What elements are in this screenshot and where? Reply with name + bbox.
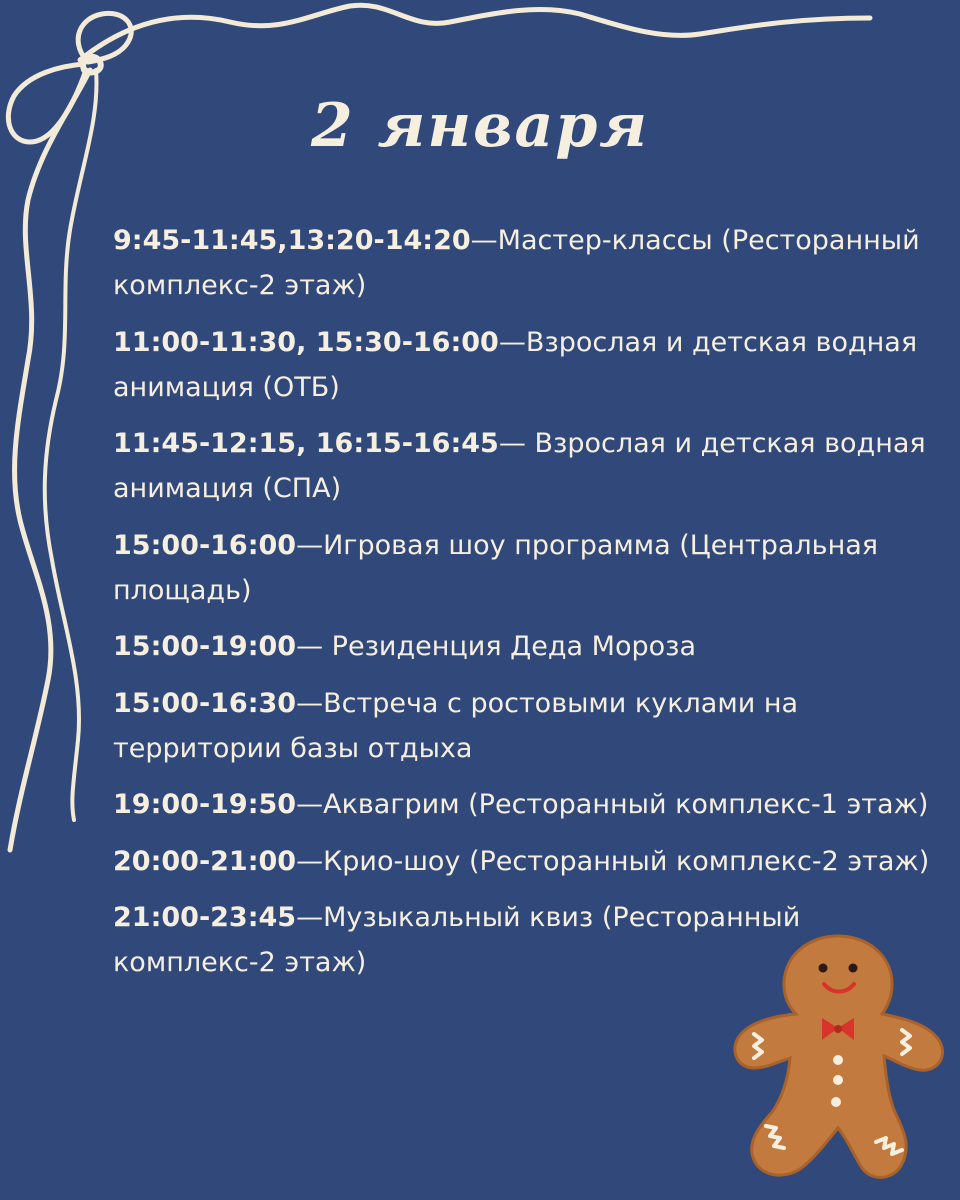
event-description: —Взрослая и детская водная анимация (ОТБ) [113, 326, 918, 403]
event-item [113, 523, 943, 613]
event-description: — Взрослая и детская водная анимация (СПА) [113, 428, 926, 504]
page-title: 2 января [310, 91, 650, 161]
event-item [113, 218, 943, 308]
event-description: —Музыкальный квиз (Ресторанный комплекс-2 этаж) [113, 902, 801, 978]
event-item [113, 782, 943, 827]
event-list [113, 218, 943, 997]
event-description: —Крио-шоу (Ресторанный комплекс-2 этаж) [296, 845, 930, 877]
event-description: —Встреча с ростовыми куклами на территории базы отдыха [113, 687, 799, 764]
event-time: 15:00-16:30 [113, 687, 297, 719]
event-item [113, 624, 943, 669]
event-time: 9:45-11:45,13:20-14:20 [113, 225, 471, 256]
event-time: 11:45-12:15, 16:15-16:45 [113, 428, 499, 459]
event-item [113, 839, 943, 884]
event-description: — Резиденция Деда Мороза [296, 631, 697, 662]
event-time: 20:00-21:00 [113, 845, 297, 877]
event-item [113, 421, 943, 511]
event-time: 11:00-11:30, 15:30-16:00 [113, 326, 499, 358]
event-item [113, 320, 943, 410]
event-item [113, 681, 943, 771]
event-description: —Игровая шоу программа (Центральная площадь) [113, 529, 879, 606]
event-description: —Аквагрим (Ресторанный комплекс-1 этаж) [296, 789, 929, 820]
event-time: 15:00-16:00 [113, 529, 297, 561]
event-time: 19:00-19:50 [113, 789, 297, 820]
event-time: 15:00-19:00 [113, 631, 297, 662]
gingerbread-man-icon [726, 930, 950, 1190]
event-description: —Мастер-классы (Ресторанный комплекс-2 этаж) [113, 225, 920, 301]
event-time: 21:00-23:45 [113, 902, 297, 933]
